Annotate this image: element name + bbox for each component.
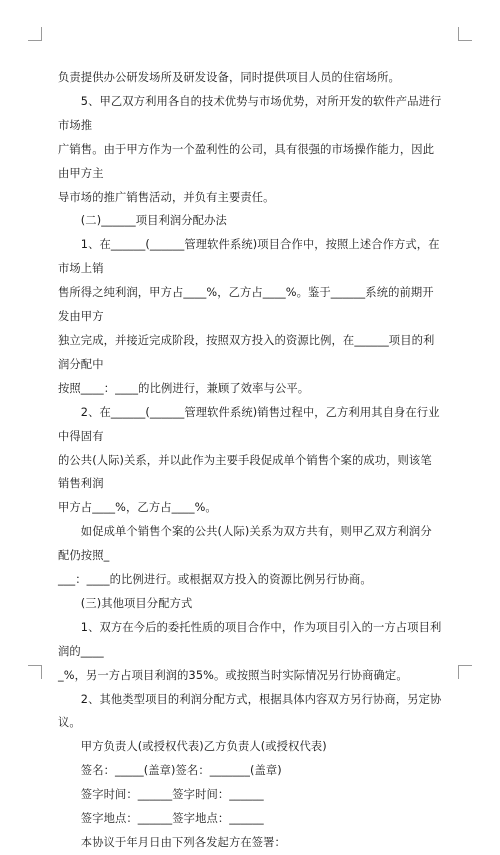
doc-line: 广销售。由于甲方作为一个盈利性的公司，具有很强的市场操作能力，因此由甲方主 bbox=[58, 142, 435, 180]
doc-line: 甲方占____%，乙方占____%。 bbox=[58, 501, 217, 515]
doc-line: _%，另一方占项目利润的35%。或按照当时实际情况另行协商确定。 bbox=[58, 668, 408, 682]
doc-line: 导市场的推广销售活动，并负有主要责任。 bbox=[58, 190, 275, 204]
sign-date-line: 签字时间：______签字时间：______ bbox=[58, 788, 264, 802]
doc-line: 独立完成，并接近完成阶段，按照双方投入的资源比例，在______项目的利润分配中 bbox=[58, 333, 435, 371]
doc-line: 5、甲乙双方利用各自的技术优势与市场优势，对所开发的软件产品进行市场推 bbox=[58, 94, 442, 132]
crop-mark-bottom-right-h bbox=[458, 665, 472, 666]
crop-mark-top-left-v bbox=[41, 27, 42, 41]
doc-line: 的公共(人际)关系，并以此作为主要手段促成单个销售个案的成功，则该笔销售利润 bbox=[58, 453, 432, 491]
doc-line: 2、在______(______管理软件系统)销售过程中，乙方利用其自身在行业中得固有 bbox=[58, 405, 440, 443]
signature-line: 签名：_____(盖章)签名：_______(盖章) bbox=[58, 764, 282, 778]
crop-mark-top-right-v bbox=[458, 27, 459, 41]
crop-mark-top-left-h bbox=[28, 40, 42, 41]
document-body bbox=[58, 66, 442, 855]
section-heading: (三)其他项目分配方式 bbox=[58, 596, 193, 610]
doc-line: 售所得之纯利润，甲方占____%，乙方占____%。鉴于______系统的前期开发由甲方 bbox=[58, 286, 434, 324]
signatory-line: 甲方负责人(或授权代表)乙方负责人(或授权代表) bbox=[58, 740, 327, 754]
crop-mark-top-right-h bbox=[458, 40, 472, 41]
closing-line: 本协议于年月日由下列各发起方在签署： bbox=[58, 836, 286, 849]
doc-line: ___：____的比例进行。或根据双方投入的资源比例另行协商。 bbox=[58, 573, 372, 587]
doc-line: 如促成单个销售个案的公共(人际)关系为双方共有，则甲乙双方利润分配仍按照_ bbox=[58, 525, 432, 563]
doc-line: 1、双方在今后的委托性质的项目合作中，作为项目引入的一方占项目利润的____ bbox=[58, 620, 442, 658]
crop-mark-bottom-left-h bbox=[28, 665, 42, 666]
doc-line: 负责提供办公研发场所及研发设备，同时提供项目人员的住宿场所。 bbox=[58, 71, 400, 84]
crop-mark-bottom-right-v bbox=[458, 665, 459, 679]
doc-line: 1、在______(______管理软件系统)项目合作中，按照上述合作方式，在市场上销 bbox=[58, 238, 440, 276]
doc-line: 2、其他类型项目的利润分配方式，根据具体内容双方另行协商，另定协议。 bbox=[58, 692, 442, 730]
doc-line: 按照____：____的比例进行，兼顾了效率与公平。 bbox=[58, 381, 310, 395]
sign-place-line: 签字地点：______签字地点：______ bbox=[58, 812, 264, 826]
section-heading: (二)______项目利润分配办法 bbox=[58, 214, 227, 228]
crop-mark-bottom-left-v bbox=[41, 665, 42, 679]
